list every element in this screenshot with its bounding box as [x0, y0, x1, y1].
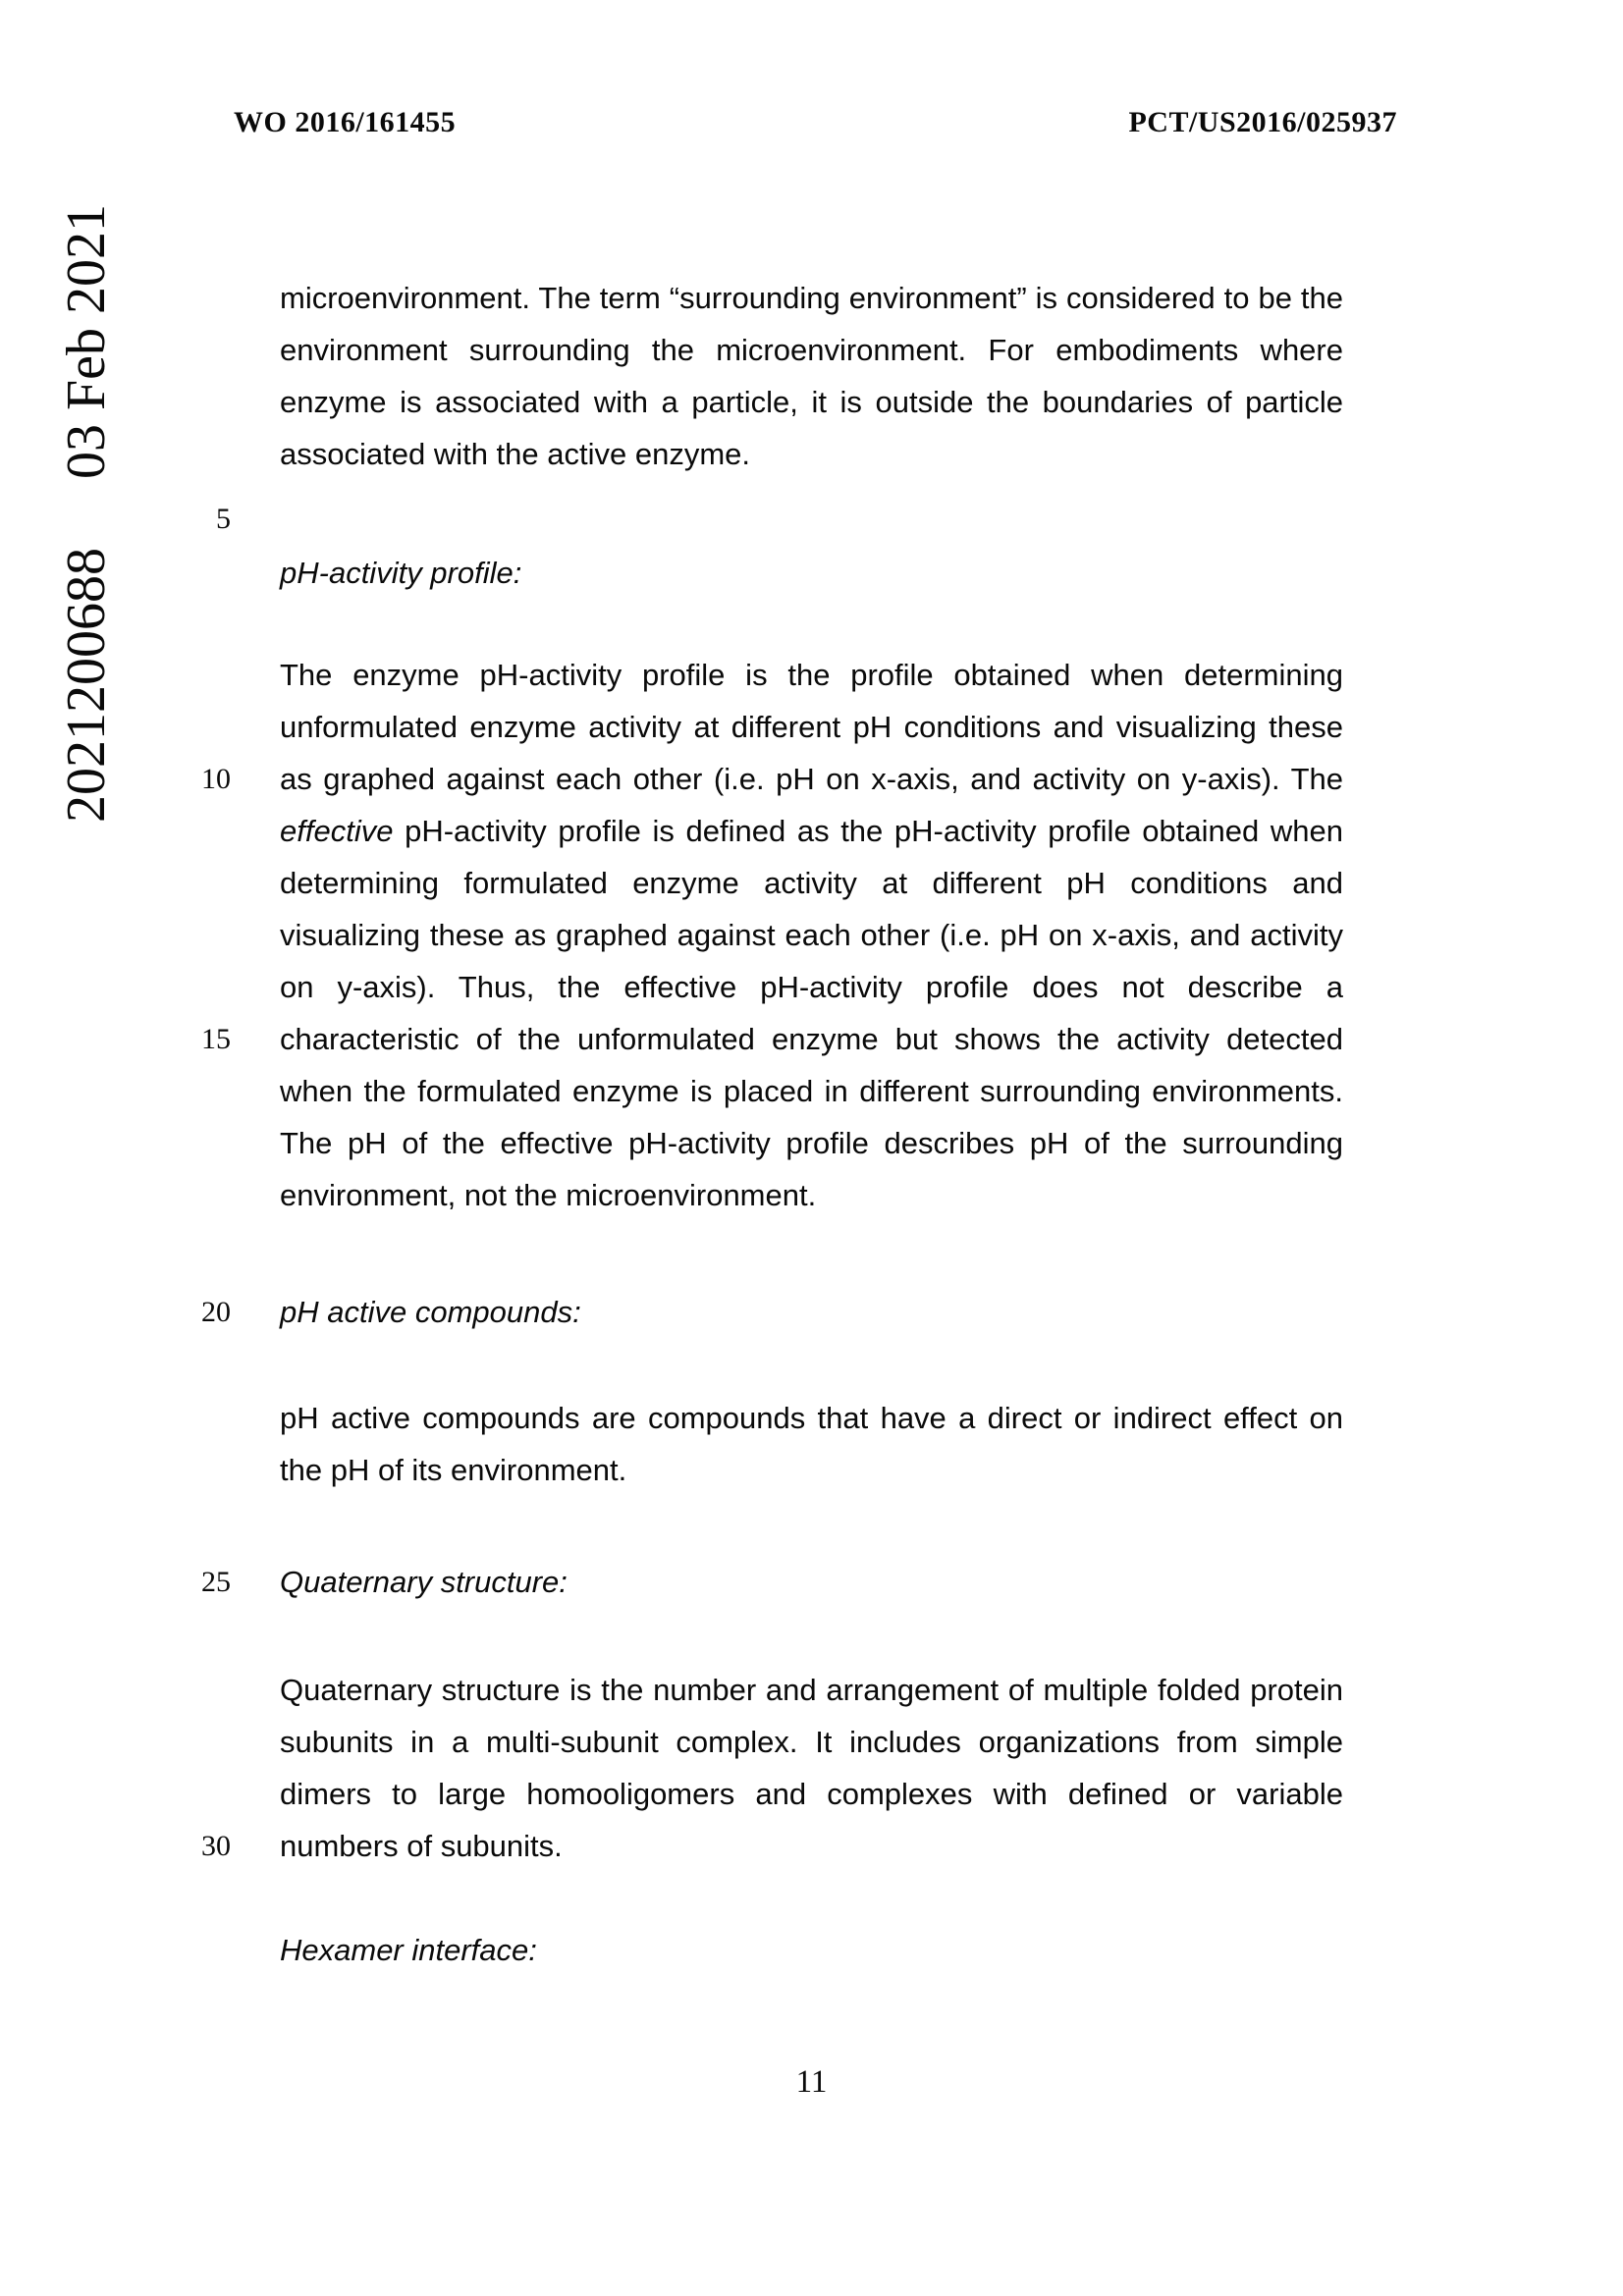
margin-line-number-10: 10 [201, 763, 231, 795]
application-number: PCT/US2016/025937 [1128, 106, 1397, 138]
sidebar-filing-mark: 2021200688 03 Feb 2021 [56, 204, 117, 823]
paragraph-ph-activity-italic-effective: effective [280, 814, 394, 848]
paragraph-microenvironment: microenvironment. The term “surrounding environment” is considered to be the environment surrounding the microenvironment. For embodiments where enzyme is associated with a particle, it is outside the boundaries of particle associated with the active enzyme. [280, 281, 1343, 471]
paragraph-quaternary-structure: Quaternary structure is the number and arrangement of multiple folded protein subunits in a multi-subunit complex. It includes organizations from simple dimers to large homooligomers and complexes with defined or variable numbers of subunits. [280, 1673, 1343, 1863]
paragraph-ph-activity-text-1: The enzyme pH-activity profile is the profile obtained when determining unformulated enzyme activity at different pH conditions and visualizing these as graphed against each other (i.e. pH on x-axis, and activity on y-axis). The [280, 658, 1343, 796]
paragraph-ph-active-compounds: pH active compounds are compounds that have a direct or indirect effect on the pH of its environment. [280, 1401, 1343, 1487]
page-header [234, 106, 1397, 139]
heading-ph-activity-profile: pH-activity profile: [280, 556, 522, 590]
paragraph-ph-activity-profile [280, 649, 1343, 1221]
heading-ph-active-compounds: pH active compounds: [280, 1295, 581, 1329]
heading-quaternary-structure: Quaternary structure: [280, 1565, 568, 1599]
margin-line-number-30: 30 [201, 1830, 231, 1862]
margin-line-number-25: 25 [201, 1566, 231, 1598]
publication-number: WO 2016/161455 [234, 106, 457, 138]
paragraph-ph-activity-text-2: pH-activity profile is defined as the pH-activity profile obtained when determining formulated enzyme activity at different pH conditions and visualizing these as graphed against each other (i.e. pH on x-axis, and activity on y-axis). Thus, the effective pH-activity profile does not describe a characteristic of the unformulated enzyme but shows the activity detected when the formulated enzyme is placed in different surrounding environments. The pH of the effective pH-activity profile describes pH of the surrounding environment, not the microenvironment. [280, 814, 1343, 1212]
heading-hexamer-interface: Hexamer interface: [280, 1933, 537, 1967]
margin-line-number-5: 5 [216, 503, 231, 535]
page-number: 11 [795, 2064, 828, 2100]
margin-line-number-15: 15 [201, 1023, 231, 1055]
margin-line-number-20: 20 [201, 1296, 231, 1328]
